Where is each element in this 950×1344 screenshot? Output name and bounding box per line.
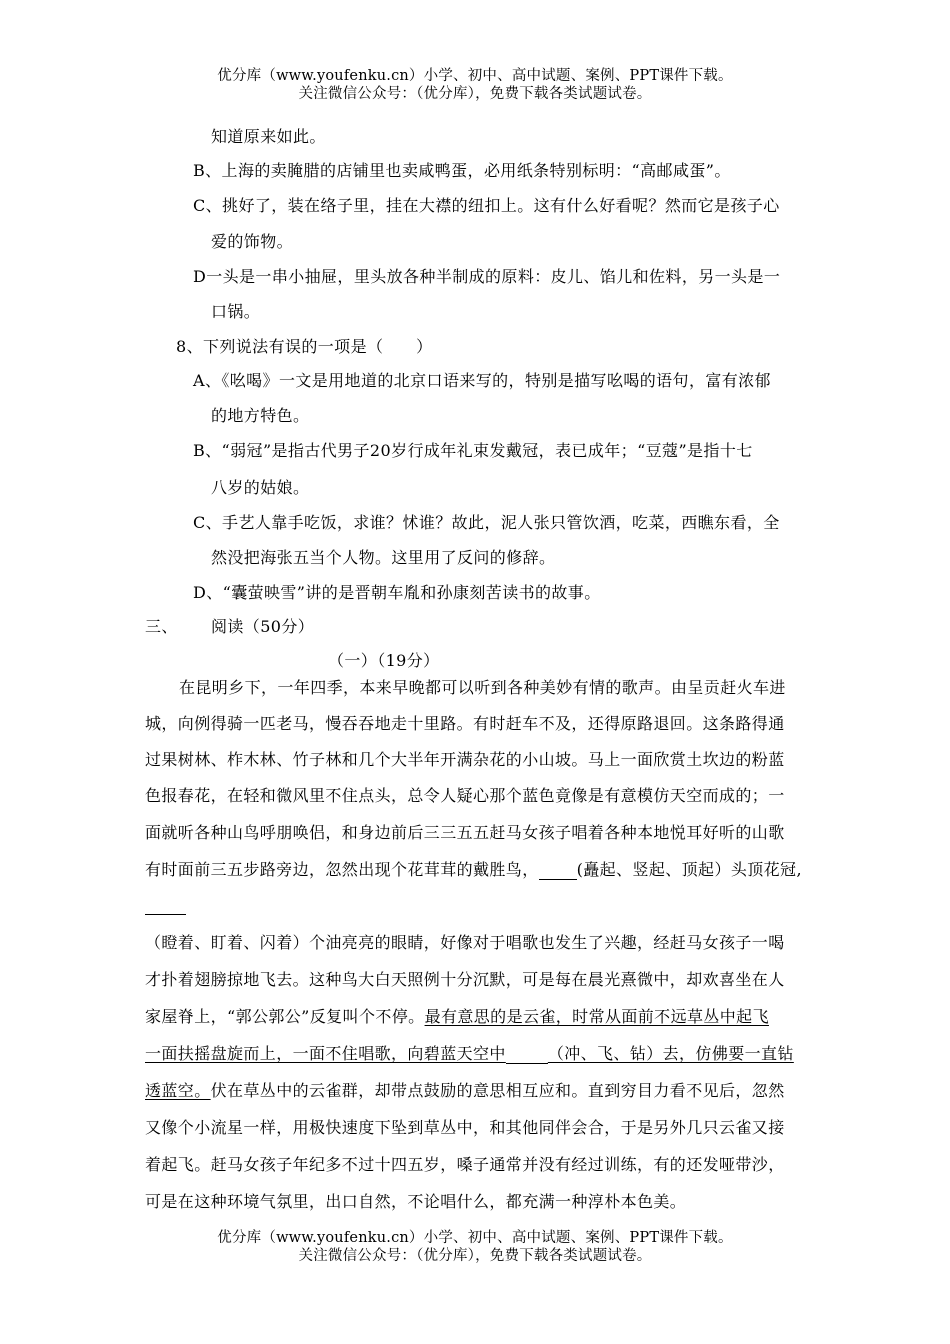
q8-option-c-line-2: 然没把海张五当个人物。这里用了反问的修辞。 — [211, 548, 556, 567]
q7-option-d-line-1: D一头是一串小抽屉，里头放各种半制成的原料：皮儿、馅儿和佐料，另一头是一 — [193, 267, 781, 286]
fill-in-blank-1[interactable] — [539, 861, 577, 880]
q8-option-a-line-1: A、《吆喝》一文是用地道的北京口语来写的，特别是描写吆喝的语句，富有浓郁 — [193, 371, 771, 390]
passage-line-13: 着起飞。赶马女孩子年纪多不过十四五岁，嗓子通常并没有经过训练，有的还发哑带沙， — [145, 1155, 785, 1174]
passage-line-6 — [145, 860, 802, 880]
passage-line-4: 色报春花，在轻和微风里不住点头，总令人疑心那个蓝色竟像是有意模仿天空而成的；一 — [145, 786, 785, 805]
passage-line-7: （瞪着、盯着、闪着）个油亮亮的眼睛，好像对于唱歌也发生了兴趣，经赶马女孩子一喝 — [145, 933, 785, 952]
passage-line-11-text: 伏在草丛中的云雀群，却带点鼓励的意思相互应和。直到穷目力看不见后，忽然 — [210, 1081, 785, 1100]
passage-line-6-choices: (矗起、竖起、顶起）头顶花冠, — [576, 860, 802, 879]
passage-line-9-text: 家屋脊上，“郭公郭公”反复叫个不停。 — [145, 1007, 425, 1026]
q7-option-b: B、上海的卖腌腊的店铺里也卖咸鸭蛋，必用纸条特别标明：“高邮咸蛋”。 — [193, 161, 731, 180]
passage-line-1: 在昆明乡下，一年四季，本来早晚都可以听到各种美妙有情的歌声。由呈贡赶火车进 — [179, 678, 786, 697]
page-header-line-1: 优分库（www.youfenku.cn）小学、初中、高中试题、案例、PPT课件下载。 — [217, 68, 733, 84]
passage-line-8: 才扑着翅膀掠地飞去。这种鸟大白天照例十分沉默，可是每在晨光熹微中，却欢喜坐在人 — [145, 970, 785, 989]
underlined-sentence-start: 最有意思的是云雀，时常从面前不远草丛中起飞 — [424, 1007, 769, 1026]
page-header-line-2: 关注微信公众号：（优分库），免费下载各类试题试卷。 — [298, 86, 652, 102]
passage-part-heading: （一）（19分） — [328, 651, 440, 670]
q8-stem: 8、下列说法有误的一项是（ ） — [176, 337, 433, 356]
underlined-sentence-middle: 一面扶摇盘旋而上，一面不住唱歌，向碧蓝天空中 — [145, 1044, 506, 1063]
q8-option-d: D、“囊萤映雪”讲的是晋朝车胤和孙康刻苦读书的故事。 — [193, 583, 601, 602]
passage-line-5: 面就听各种山鸟呼朋唤侣，和身边前后三三五五赶马女孩子唱着各种本地悦耳好听的山歌 — [145, 823, 785, 842]
passage-line-2: 城，向例得骑一匹老马，慢吞吞地走十里路。有时赶车不及，还得原路退回。这条路得通 — [145, 714, 785, 733]
section-title: 阅读（50分） — [211, 617, 315, 636]
q8-option-a-line-2: 的地方特色。 — [211, 406, 310, 425]
passage-line-14: 可是在这种环境气氛里，出口自然，不论唱什么，都充满一种淳朴本色美。 — [145, 1192, 687, 1211]
q7-option-c-line-1: C、挑好了，装在络子里，挂在大襟的纽扣上。这有什么好看呢？然而它是孩子心 — [193, 196, 780, 215]
q8-option-b-line-2: 八岁的姑娘。 — [211, 478, 310, 497]
passage-line-9 — [145, 1007, 769, 1027]
passage-line-12: 又像个小流星一样，用极快速度下坠到草丛中，和其他同伴会合，于是另外几只云雀又接 — [145, 1118, 785, 1137]
fill-in-blank-3[interactable] — [506, 1045, 548, 1064]
page-footer-line-1: 优分库（www.youfenku.cn）小学、初中、高中试题、案例、PPT课件下载。 — [217, 1230, 733, 1246]
underlined-sentence-end: 透蓝空。 — [145, 1081, 211, 1100]
q7-option-c-line-2: 爱的饰物。 — [211, 232, 294, 251]
q7-option-a-continuation: 知道原来如此。 — [211, 127, 326, 146]
q7-option-d-line-2: 口锅。 — [211, 302, 261, 321]
q8-option-c-line-1: C、手艺人靠手吃饭，求谁？怵谁？故此，泥人张只管饮酒，吃菜，西瞧东看，全 — [193, 513, 780, 532]
passage-line-10 — [145, 1044, 794, 1064]
fill-in-blank-2[interactable] — [145, 914, 186, 915]
passage-line-3: 过果树林、柞木林、竹子林和几个大半年开满杂花的小山坡。马上一面欣赏土坎边的粉蓝 — [145, 750, 785, 769]
q8-option-b-line-1: B、“弱冠”是指古代男子20岁行成年礼束发戴冠，表已成年；“豆蔻”是指十七 — [193, 441, 753, 460]
section-number: 三、 — [145, 617, 178, 636]
passage-line-6-text: 有时面前三五步路旁边，忽然出现个花茸茸的戴胜鸟， — [145, 860, 539, 879]
underlined-sentence-choices: （冲、飞、钻）去，仿佛要一直钻 — [547, 1044, 794, 1063]
passage-line-11 — [145, 1081, 785, 1101]
page-footer-line-2: 关注微信公众号：（优分库），免费下载各类试题试卷。 — [298, 1248, 652, 1264]
